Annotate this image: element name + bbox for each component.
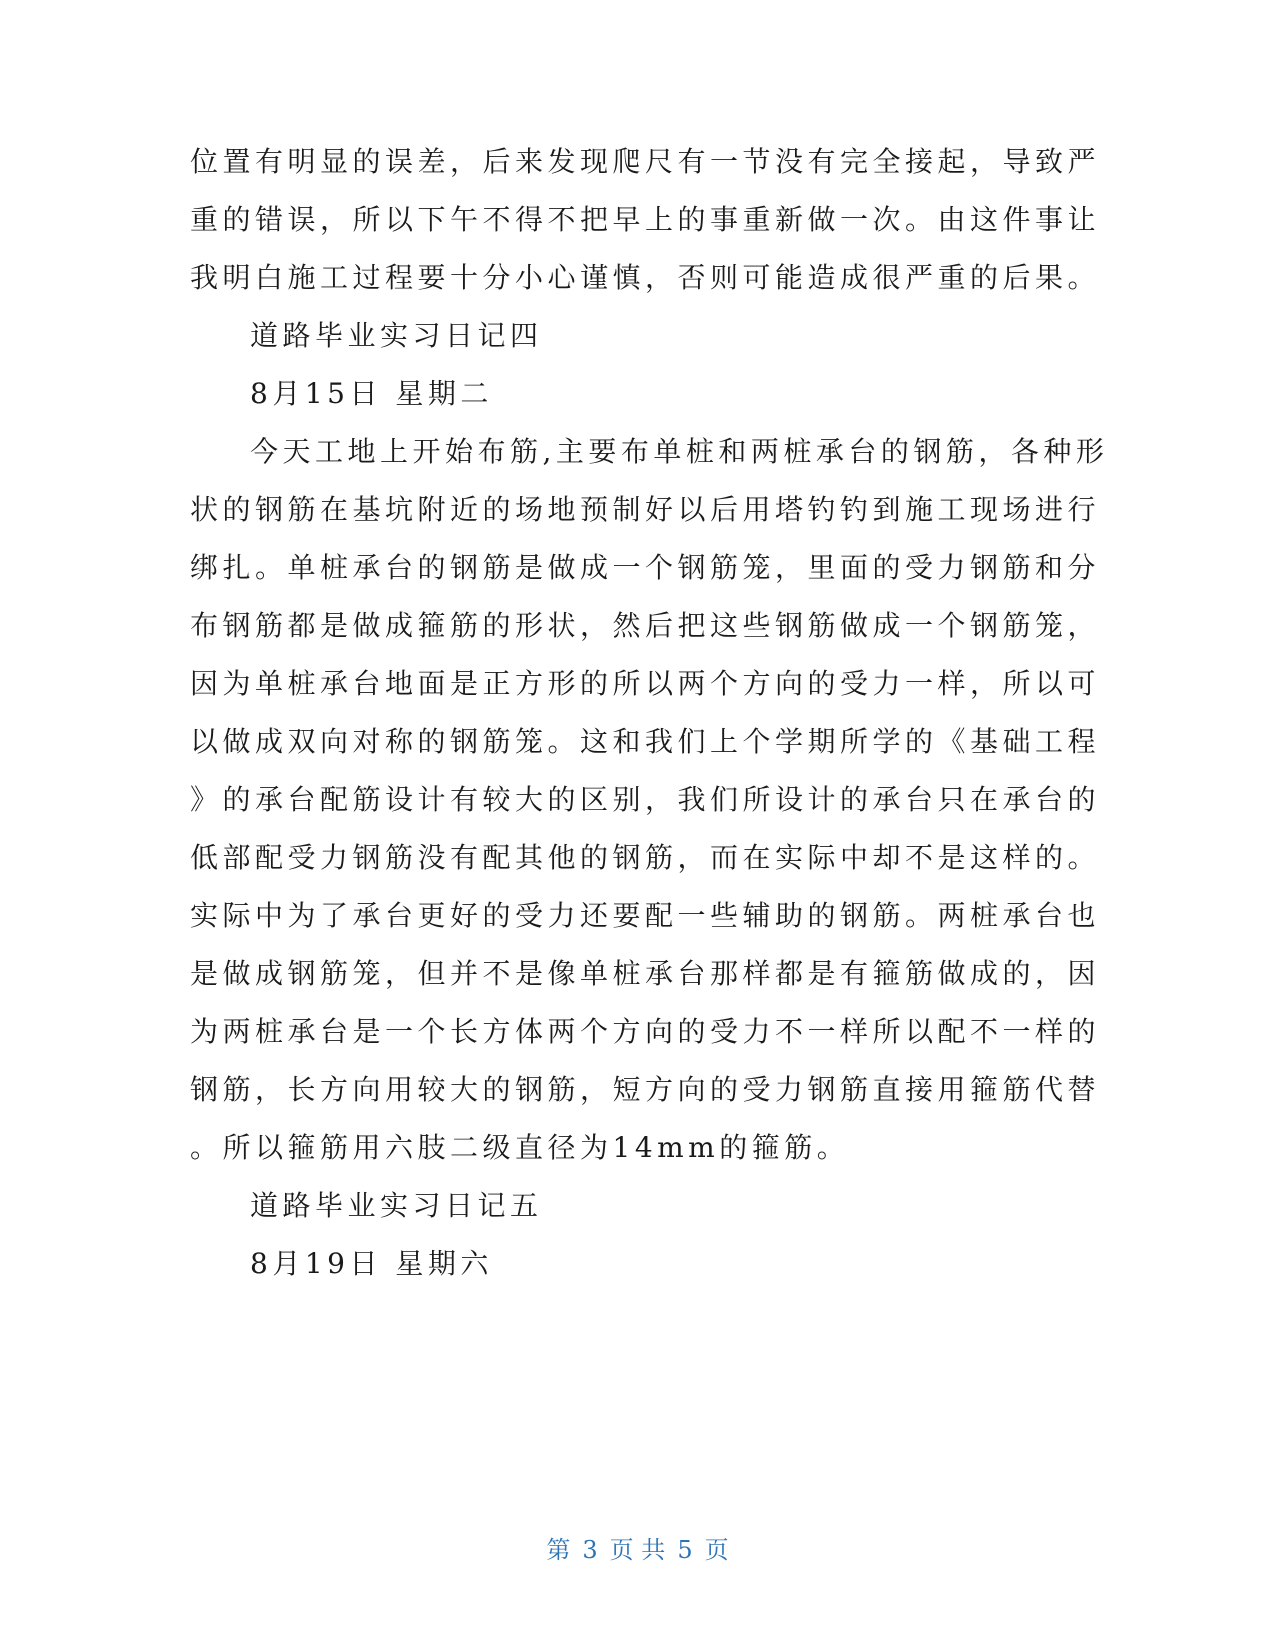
body-line: 是做成钢筋笼，但并不是像单桩承台那样都是有箍筋做成的，因 bbox=[190, 957, 1101, 990]
footer-total-pages: 5 bbox=[677, 1536, 693, 1564]
entry-date: 8月15日 星期二 bbox=[250, 377, 493, 410]
body-line: 布钢筋都是做成箍筋的形状，然后把这些钢筋做成一个钢筋笼， bbox=[190, 609, 1101, 642]
body-line: 低部配受力钢筋没有配其他的钢筋，而在实际中却不是这样的。 bbox=[190, 841, 1101, 874]
section-heading: 道路毕业实习日记四 bbox=[250, 319, 543, 352]
body-line: 为两桩承台是一个长方体两个方向的受力不一样所以配不一样的 bbox=[190, 1015, 1101, 1048]
body-line: 位置有明显的误差，后来发现爬尺有一节没有完全接起，导致严 bbox=[190, 145, 1101, 178]
body-line: 实际中为了承台更好的受力还要配一些辅助的钢筋。两桩承台也 bbox=[190, 899, 1101, 932]
body-line: 绑扎。单桩承台的钢筋是做成一个钢筋笼，里面的受力钢筋和分 bbox=[190, 551, 1101, 584]
body-line: 重的错误，所以下午不得不把早上的事重新做一次。由这件事让 bbox=[190, 203, 1101, 236]
entry-date: 8月19日 星期六 bbox=[250, 1247, 493, 1280]
body-line: 因为单桩承台地面是正方形的所以两个方向的受力一样，所以可 bbox=[190, 667, 1101, 700]
body-line: 》的承台配筋设计有较大的区别，我们所设计的承台只在承台的 bbox=[190, 783, 1101, 816]
footer-label-of: 页 共 bbox=[609, 1536, 666, 1564]
body-line: 状的钢筋在基坑附近的场地预制好以后用塔钓钓到施工现场进行 bbox=[190, 493, 1101, 526]
body-line: 钢筋，长方向用较大的钢筋，短方向的受力钢筋直接用箍筋代替 bbox=[190, 1073, 1101, 1106]
footer-label-page: 第 bbox=[546, 1536, 571, 1564]
section-heading: 道路毕业实习日记五 bbox=[250, 1189, 543, 1222]
footer-label-pages: 页 bbox=[704, 1536, 729, 1564]
footer-current-page: 3 bbox=[582, 1536, 598, 1564]
body-line: 今天工地上开始布筋,主要布单桩和两桩承台的钢筋，各种形 bbox=[250, 435, 1109, 468]
body-line: 。所以箍筋用六肢二级直径为14mm的箍筋。 bbox=[190, 1131, 850, 1164]
body-line: 以做成双向对称的钢筋笼。这和我们上个学期所学的《基础工程 bbox=[190, 725, 1101, 758]
page-footer bbox=[0, 1535, 1275, 1565]
body-line: 我明白施工过程要十分小心谨慎，否则可能造成很严重的后果。 bbox=[190, 261, 1101, 294]
